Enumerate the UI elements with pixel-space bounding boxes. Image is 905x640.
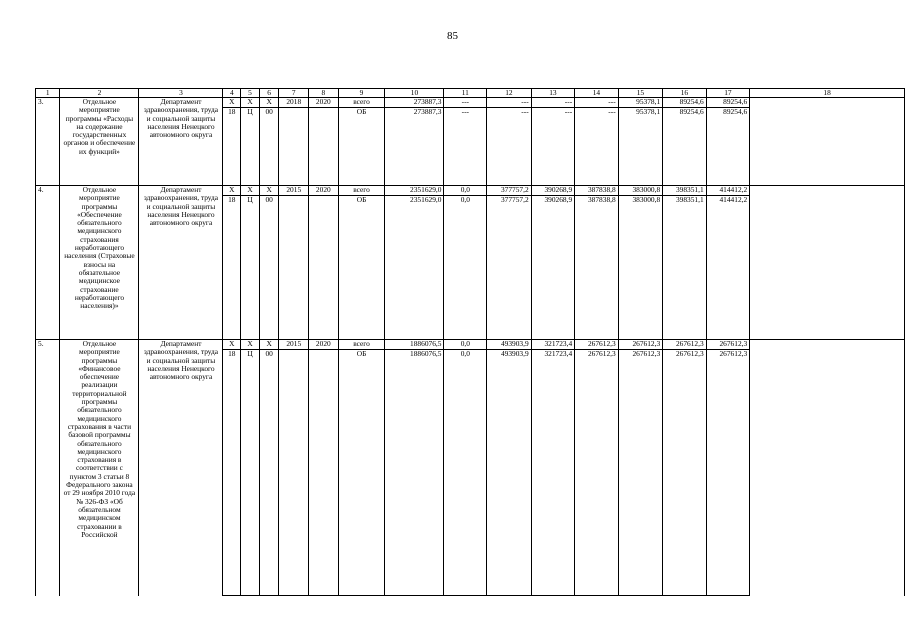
cell-c11: 0,0 <box>444 340 487 350</box>
cell-empty <box>575 359 619 596</box>
column-header: 6 <box>259 89 279 98</box>
responsible-executor: Департамент здравоохранения, труда и социальной защиты населения Ненецкого автономного округа <box>139 186 223 340</box>
cell-c13: 321723,4 <box>531 350 575 360</box>
cell-c5: Х <box>241 340 260 350</box>
cell-empty <box>385 205 444 340</box>
cell-c18 <box>750 98 905 186</box>
cell-empty <box>309 205 339 340</box>
column-header: 7 <box>279 89 309 98</box>
cell-empty <box>618 359 662 596</box>
cell-empty <box>706 117 750 186</box>
cell-empty <box>385 117 444 186</box>
cell-c17: 89254,6 <box>706 98 750 108</box>
cell-c15: 95378,1 <box>618 108 662 118</box>
cell-empty <box>279 359 309 596</box>
cell-empty <box>444 205 487 340</box>
cell-c6: Х <box>259 340 279 350</box>
cell-empty <box>487 117 531 186</box>
cell-empty <box>706 205 750 340</box>
cell-c12: 493903,9 <box>487 350 531 360</box>
cell-c8 <box>309 350 339 360</box>
cell-c6: 00 <box>259 108 279 118</box>
budget-table <box>35 88 905 596</box>
cell-c15: 267612,3 <box>618 350 662 360</box>
column-header: 16 <box>663 89 707 98</box>
cell-empty <box>309 117 339 186</box>
cell-c9: всего <box>338 186 385 196</box>
cell-c18 <box>750 340 905 596</box>
cell-c7: 2018 <box>279 98 309 108</box>
column-header: 1 <box>36 89 60 98</box>
column-header: 15 <box>618 89 662 98</box>
cell-c16: 267612,3 <box>663 350 707 360</box>
cell-empty <box>663 205 707 340</box>
cell-empty <box>444 359 487 596</box>
cell-c7 <box>279 108 309 118</box>
cell-c11: 0,0 <box>444 196 487 206</box>
cell-c7: 2015 <box>279 186 309 196</box>
responsible-executor: Департамент здравоохранения, труда и социальной защиты населения Ненецкого автономного округа <box>139 98 223 186</box>
cell-c4: Х <box>223 340 241 350</box>
cell-c10: 273887,3 <box>385 108 444 118</box>
column-header: 10 <box>385 89 444 98</box>
cell-c17: 414412,2 <box>706 186 750 196</box>
column-header: 13 <box>531 89 575 98</box>
cell-empty <box>575 117 619 186</box>
cell-empty <box>618 117 662 186</box>
cell-empty <box>241 359 260 596</box>
cell-c18 <box>750 186 905 340</box>
cell-c14: --- <box>575 98 619 108</box>
cell-empty <box>531 359 575 596</box>
cell-c14: 267612,3 <box>575 350 619 360</box>
cell-empty <box>309 359 339 596</box>
cell-c13: 390268,9 <box>531 186 575 196</box>
column-header: 4 <box>223 89 241 98</box>
cell-c13: --- <box>531 108 575 118</box>
cell-c11: --- <box>444 108 487 118</box>
cell-c4: 18 <box>223 196 241 206</box>
cell-c5: Ц <box>241 350 260 360</box>
cell-empty <box>618 205 662 340</box>
cell-c6: 00 <box>259 196 279 206</box>
cell-empty <box>223 117 241 186</box>
cell-c9: ОБ <box>338 108 385 118</box>
cell-empty <box>487 205 531 340</box>
cell-c9: ОБ <box>338 196 385 206</box>
cell-empty <box>241 117 260 186</box>
cell-c10: 2351629,0 <box>385 196 444 206</box>
cell-c7 <box>279 350 309 360</box>
cell-empty <box>241 205 260 340</box>
cell-c8: 2020 <box>309 340 339 350</box>
cell-c15: 267612,3 <box>618 340 662 350</box>
cell-c16: 398351,1 <box>663 196 707 206</box>
cell-c15: 383000,8 <box>618 186 662 196</box>
cell-empty <box>259 205 279 340</box>
cell-empty <box>385 359 444 596</box>
column-header: 3 <box>139 89 223 98</box>
cell-c9: всего <box>338 340 385 350</box>
cell-c5: Х <box>241 186 260 196</box>
cell-c13: --- <box>531 98 575 108</box>
cell-c5: Ц <box>241 196 260 206</box>
column-header: 9 <box>338 89 385 98</box>
cell-empty <box>444 117 487 186</box>
cell-c7 <box>279 196 309 206</box>
cell-c15: 383000,8 <box>618 196 662 206</box>
column-header: 14 <box>575 89 619 98</box>
column-header: 8 <box>309 89 339 98</box>
cell-c17: 267612,3 <box>706 350 750 360</box>
cell-c12: 377757,2 <box>487 186 531 196</box>
cell-c12: --- <box>487 108 531 118</box>
cell-empty <box>223 205 241 340</box>
cell-empty <box>338 359 385 596</box>
cell-c6: Х <box>259 98 279 108</box>
column-header: 17 <box>706 89 750 98</box>
page-number: 85 <box>447 30 458 42</box>
cell-c8: 2020 <box>309 98 339 108</box>
cell-empty <box>223 359 241 596</box>
cell-c12: --- <box>487 98 531 108</box>
table-row <box>36 98 905 108</box>
cell-c12: 493903,9 <box>487 340 531 350</box>
cell-c13: 321723,4 <box>531 340 575 350</box>
responsible-executor: Департамент здравоохранения, труда и социальной защиты населения Ненецкого автономного округа <box>139 340 223 596</box>
cell-c4: Х <box>223 186 241 196</box>
cell-c10: 1886076,5 <box>385 350 444 360</box>
cell-c16: 398351,1 <box>663 186 707 196</box>
cell-empty <box>663 117 707 186</box>
column-header: 2 <box>60 89 139 98</box>
activity-name: Отдельное мероприятие программы «Обеспечение обязательного медицинского страхования неработающего населения (Страховые взносы на обязательное медицинское страхование неработающего населения)» <box>60 186 139 340</box>
column-header: 12 <box>487 89 531 98</box>
cell-c12: 377757,2 <box>487 196 531 206</box>
cell-c5: Ц <box>241 108 260 118</box>
cell-c6: 00 <box>259 350 279 360</box>
cell-c11: 0,0 <box>444 186 487 196</box>
cell-empty <box>531 117 575 186</box>
cell-c9: ОБ <box>338 350 385 360</box>
cell-c8: 2020 <box>309 186 339 196</box>
cell-c14: 387838,8 <box>575 196 619 206</box>
cell-c4: Х <box>223 98 241 108</box>
cell-empty <box>259 359 279 596</box>
cell-c4: 18 <box>223 350 241 360</box>
activity-name: Отдельное мероприятие программы «Расходы на содержание государственных органов и обеспечение их функций» <box>60 98 139 186</box>
table-row <box>36 340 905 350</box>
cell-empty <box>279 117 309 186</box>
table-row <box>36 186 905 196</box>
cell-empty <box>706 359 750 596</box>
cell-c16: 267612,3 <box>663 340 707 350</box>
cell-c5: Х <box>241 98 260 108</box>
cell-c16: 89254,6 <box>663 108 707 118</box>
cell-c11: 0,0 <box>444 350 487 360</box>
cell-c7: 2015 <box>279 340 309 350</box>
cell-c6: Х <box>259 186 279 196</box>
header-row <box>36 89 905 98</box>
cell-c11: --- <box>444 98 487 108</box>
cell-c17: 414412,2 <box>706 196 750 206</box>
cell-c9: всего <box>338 98 385 108</box>
cell-c10: 2351629,0 <box>385 186 444 196</box>
column-header: 5 <box>241 89 260 98</box>
cell-c13: 390268,9 <box>531 196 575 206</box>
cell-c14: 387838,8 <box>575 186 619 196</box>
cell-c14: 267612,3 <box>575 340 619 350</box>
cell-empty <box>575 205 619 340</box>
row-number: 5. <box>36 340 60 596</box>
cell-c10: 1886076,5 <box>385 340 444 350</box>
row-number: 4. <box>36 186 60 340</box>
cell-empty <box>338 205 385 340</box>
activity-name: Отдельное мероприятие программы «Финансовое обеспечение реализации территориальной программы обязательного медицинского страхования в части базовой программы обязательного медицинского страхования в соответствии с пунктом 3 статьи 8 Федерального закона от 29 ноября 2010 года № 326-ФЗ «Об обязательном медицинском страховании в Российской <box>60 340 139 596</box>
cell-empty <box>338 117 385 186</box>
cell-c8 <box>309 108 339 118</box>
cell-empty <box>487 359 531 596</box>
cell-empty <box>663 359 707 596</box>
column-header: 18 <box>750 89 905 98</box>
cell-c14: --- <box>575 108 619 118</box>
cell-c4: 18 <box>223 108 241 118</box>
cell-c17: 89254,6 <box>706 108 750 118</box>
cell-c10: 273887,3 <box>385 98 444 108</box>
column-header: 11 <box>444 89 487 98</box>
cell-empty <box>279 205 309 340</box>
cell-empty <box>259 117 279 186</box>
cell-c8 <box>309 196 339 206</box>
cell-empty <box>531 205 575 340</box>
cell-c15: 95378,1 <box>618 98 662 108</box>
cell-c17: 267612,3 <box>706 340 750 350</box>
row-number: 3. <box>36 98 60 186</box>
cell-c16: 89254,6 <box>663 98 707 108</box>
